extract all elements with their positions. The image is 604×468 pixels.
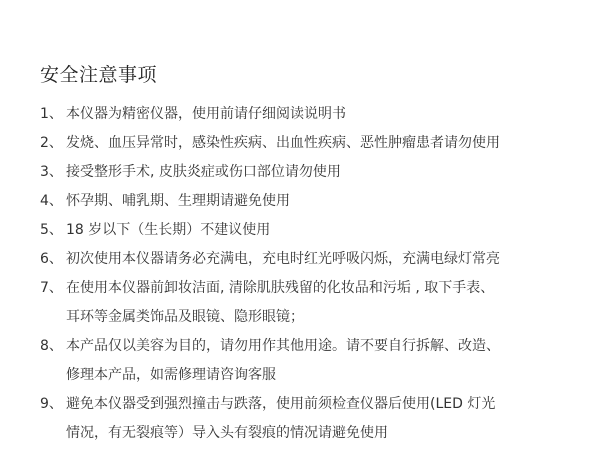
list-item [40, 390, 580, 448]
list-item-line: 接受整形手术, 皮肤炎症或伤口部位请勿使用 [66, 164, 341, 180]
list-item-line: 避免本仪器受到强烈撞击与跌落，使用前须检查仪器后使用(LED 灯光 [66, 396, 496, 412]
list-item-number: 8、 [40, 338, 63, 354]
list-item-number: 9、 [40, 396, 63, 412]
list-item-number: 2、 [40, 135, 63, 151]
list-item-line: 发烧、血压异常时，感染性疾病、出血性疾病、恶性肿瘤患者请勿使用 [66, 135, 500, 151]
list-item-line: 在使用本仪器前卸妆洁面, 清除肌肤残留的化妆品和污垢 , 取下手表、 [66, 280, 495, 296]
list-item-line: 初次使用本仪器请务必充满电，充电时红光呼吸闪烁，充满电绿灯常亮 [66, 251, 500, 267]
list-item [40, 245, 580, 274]
list-item-number: 3、 [40, 164, 63, 180]
list-item-number: 5、 [40, 222, 63, 238]
list-item-text [40, 332, 580, 361]
list-item-line: 本仪器为精密仪器，使用前请仔细阅读说明书 [66, 106, 346, 122]
list-item-text [40, 129, 580, 158]
list-item-text [40, 245, 580, 274]
list-item-text [40, 274, 580, 303]
list-item-number: 4、 [40, 193, 63, 209]
safety-list [40, 100, 580, 448]
list-item-text [40, 100, 580, 129]
list-item-number: 6、 [40, 251, 63, 267]
list-item-text [40, 158, 580, 187]
list-item [40, 129, 580, 158]
list-item [40, 158, 580, 187]
list-item [40, 332, 580, 390]
list-item-text [40, 187, 580, 216]
list-item-text [40, 216, 580, 245]
list-item-number: 7、 [40, 280, 63, 296]
list-item [40, 100, 580, 129]
list-item-line: 本产品仅以美容为目的，请勿用作其他用途。请不要自行拆解、改造、 [66, 338, 500, 354]
list-item-line: 怀孕期、哺乳期、生理期请避免使用 [66, 193, 290, 209]
list-item-continuation: 情况，有无裂痕等）导入头有裂痕的情况请避免使用 [66, 425, 388, 441]
list-item [40, 187, 580, 216]
list-item-number: 1、 [40, 106, 63, 122]
page-title: 安全注意事项 [40, 64, 158, 86]
list-item-line: 18 岁以下（生长期）不建议使用 [66, 222, 271, 238]
list-item [40, 274, 580, 332]
list-item-continuation: 耳环等金属类饰品及眼镜、隐形眼镜； [66, 309, 304, 325]
list-item [40, 216, 580, 245]
list-item-continuation: 修理本产品，如需修理请咨询客服 [66, 367, 276, 383]
list-item-text [40, 390, 580, 419]
